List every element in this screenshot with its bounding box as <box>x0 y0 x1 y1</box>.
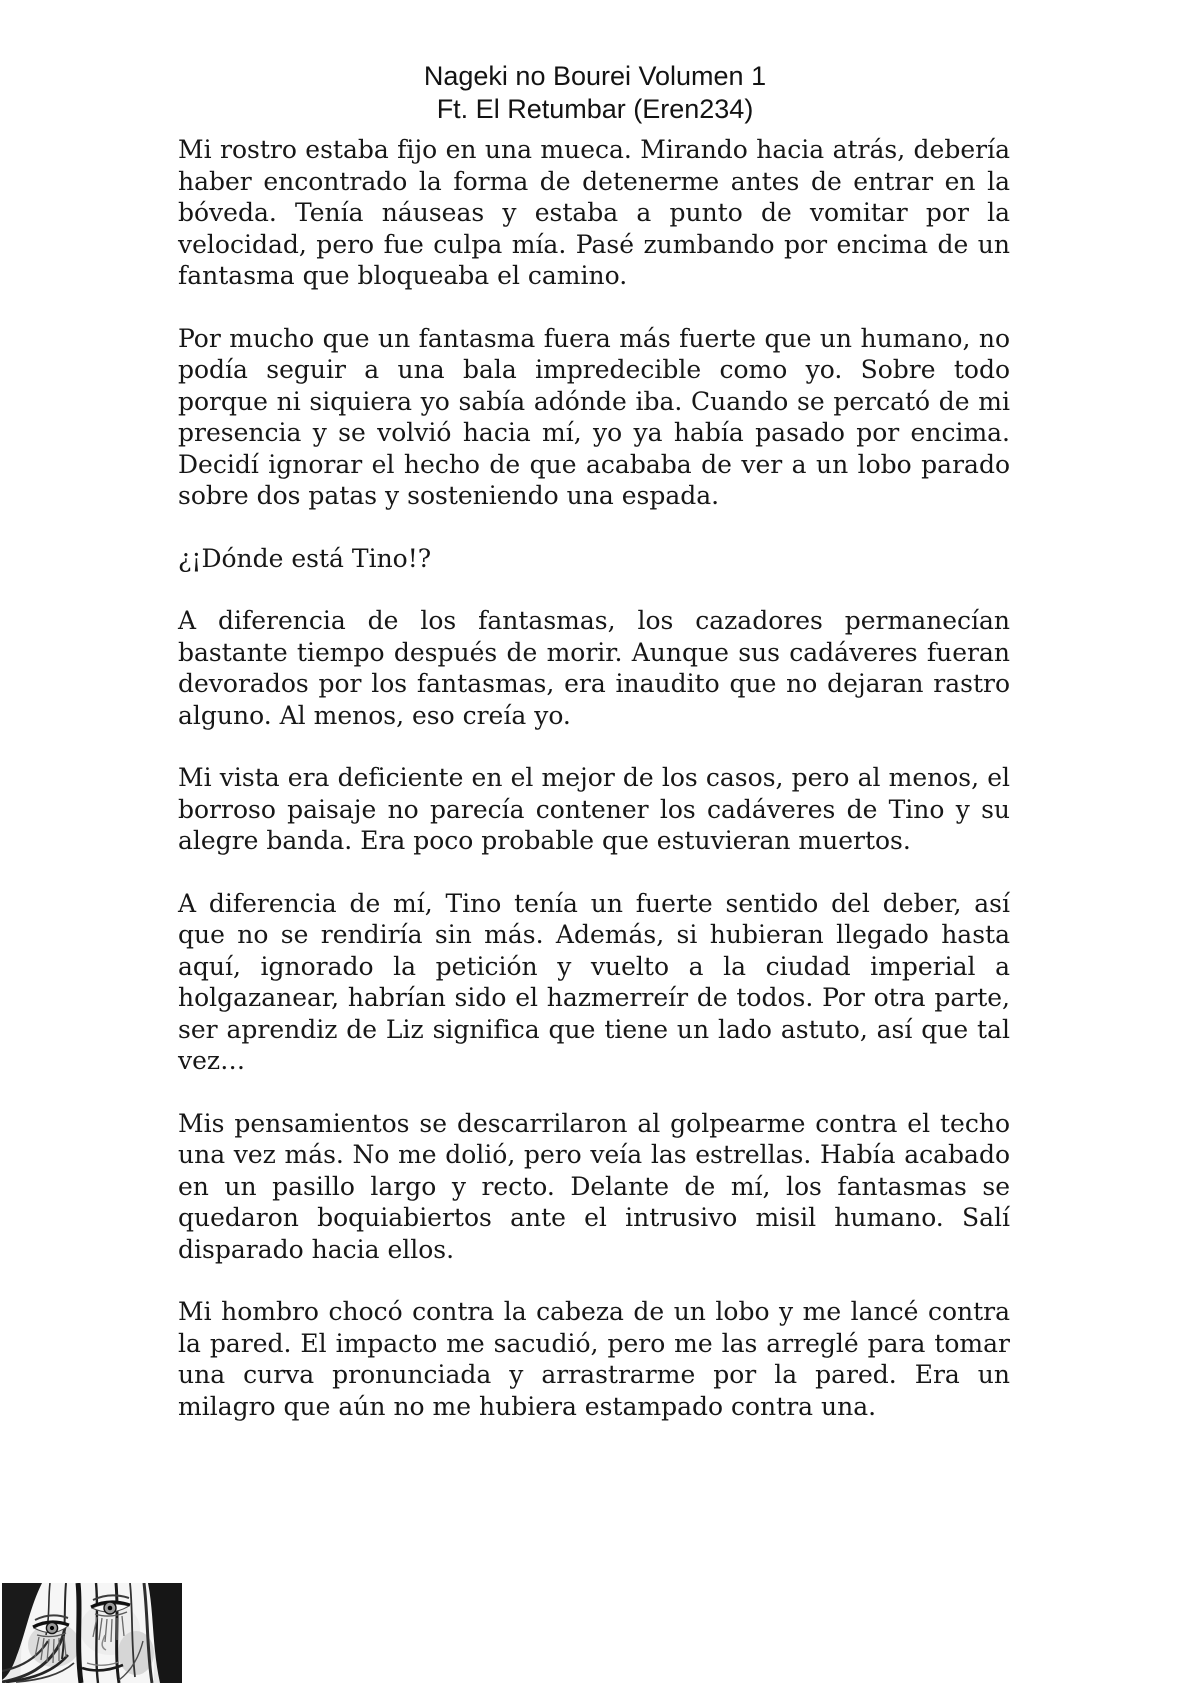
document-body <box>178 134 1010 1422</box>
paragraph: A diferencia de mí, Tino tenía un fuerte sentido del deber, así que no se rendiría sin más. Además, si hubieran llegado hasta aquí, ignorado la petición y vuelto a la ciudad imperial a holgazanear, habrían sido el hazmerreír de todos. Por otra parte, ser aprendiz de Liz significa que tiene un lado astuto, así que tal vez… <box>178 888 1010 1075</box>
paragraph: ¿¡Dónde está Tino!? <box>178 543 432 573</box>
paragraph: A diferencia de los fantasmas, los cazadores permanecían bastante tiempo después de morir. Aunque sus cadáveres fueran devorados por los fantasmas, era inaudito que no dejaran rastro alguno. Al menos, eso creía yo. <box>178 606 1010 730</box>
paragraph: Por mucho que un fantasma fuera más fuerte que un humano, no podía seguir a una bala impredecible como yo. Sobre todo porque ni siquiera yo sabía adónde iba. Cuando se percató de mi presencia y se volvió hacia mí, yo ya había pasado por encima. Decidí ignorar el hecho de que acababa de ver a un lobo parado sobre dos patas y sosteniendo una espada. <box>178 323 1010 510</box>
paragraph: Mi vista era deficiente en el mejor de los casos, pero al menos, el borroso paisaje no parecía contener los cadáveres de Tino y su alegre banda. Era poco probable que estuvieran muertos. <box>178 763 1010 855</box>
manga-face-illustration <box>2 1583 182 1683</box>
paragraph: Mi rostro estaba fijo en una mueca. Mirando hacia atrás, debería haber encontrado la forma de detenerme antes de entrar en la bóveda. Tenía náuseas y estaba a punto de vomitar por la velocidad, pero fue culpa mía. Pasé zumbando por encima de un fantasma que bloqueaba el camino. <box>178 135 1010 290</box>
paragraph: Mis pensamientos se descarrilaron al golpearme contra el techo una vez más. No me dolió, pero veía las estrellas. Había acabado en un pasillo largo y recto. Delante de mí, los fantasmas se quedaron boquiabiertos ante el intrusivo misil humano. Salí disparado hacia ellos. <box>178 1108 1010 1264</box>
paragraph: Mi hombro chocó contra la cabeza de un lobo y me lancé contra la pared. El impacto me sacudió, pero me las arreglé para tomar una curva pronunciada y arrastrarme por la pared. Era un milagro que aún no me hubiera estampado contra una. <box>178 1297 1010 1421</box>
document-header <box>0 0 1190 126</box>
manga-face-drawing <box>2 1583 182 1683</box>
document-subtitle: Ft. El Retumbar (Eren234) <box>436 94 754 124</box>
document-title: Nageki no Bourei Volumen 1 <box>423 61 767 91</box>
